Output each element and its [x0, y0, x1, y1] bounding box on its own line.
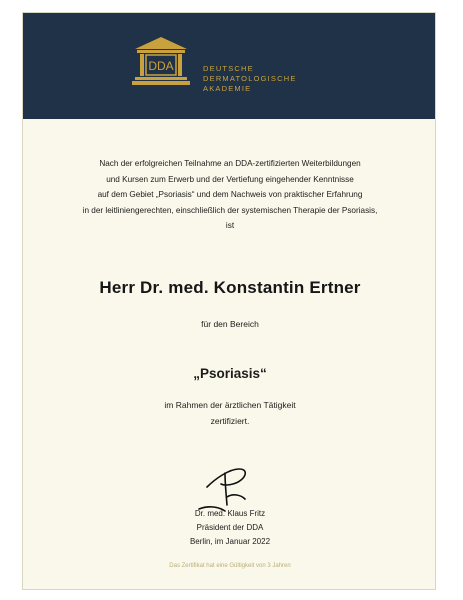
logo-line-3: AKADEMIE: [203, 84, 252, 93]
intro-line-4: in der leitliniengerechten, einschließlich der systemischen Therapie der Psoriasis,: [82, 205, 378, 215]
certificate-page: [22, 12, 436, 590]
dda-logo: [131, 35, 331, 95]
signer-title: Präsident der DDA: [196, 523, 264, 532]
intro-line-1: Nach der erfolgreichen Teilnahme an DDA-zertifizierten Weiterbildungen: [99, 159, 361, 168]
signer-block: [33, 507, 427, 549]
intro-line-5: ist: [225, 221, 235, 230]
header-band: [23, 13, 435, 119]
temple-logo-icon: [131, 35, 191, 87]
validity-note: Das Zertifikat hat eine Gültigkeit von 3 Jahren: [169, 563, 291, 569]
certificate-topic: „Psoriasis“: [193, 366, 267, 381]
intro-line-3: auf dem Gebiet „Psoriasis“ und dem Nachweis von praktischer Erfahrung: [97, 190, 363, 199]
intro-line-2: und Kursen zum Erwerb und der Vertiefung eingehender Kenntnisse: [106, 174, 354, 184]
logo-line-2: DERMATOLOGISCHE: [203, 74, 297, 83]
logo-line-1: DEUTSCHE: [203, 64, 254, 73]
logo-monogram: DDA: [148, 59, 174, 73]
academy-name: [203, 64, 297, 94]
context-text: [33, 397, 427, 429]
signing-place-date: Berlin, im Januar 2022: [189, 537, 271, 546]
area-label: für den Bereich: [201, 319, 259, 329]
context-line-1: im Rahmen der ärztlichen Tätigkeit: [164, 400, 296, 410]
recipient-name: Herr Dr. med. Konstantin Ertner: [99, 278, 361, 297]
signer-name: Dr. med. Klaus Fritz: [194, 509, 266, 518]
context-line-2: zertifiziert.: [210, 416, 250, 426]
intro-paragraph: [33, 156, 427, 234]
